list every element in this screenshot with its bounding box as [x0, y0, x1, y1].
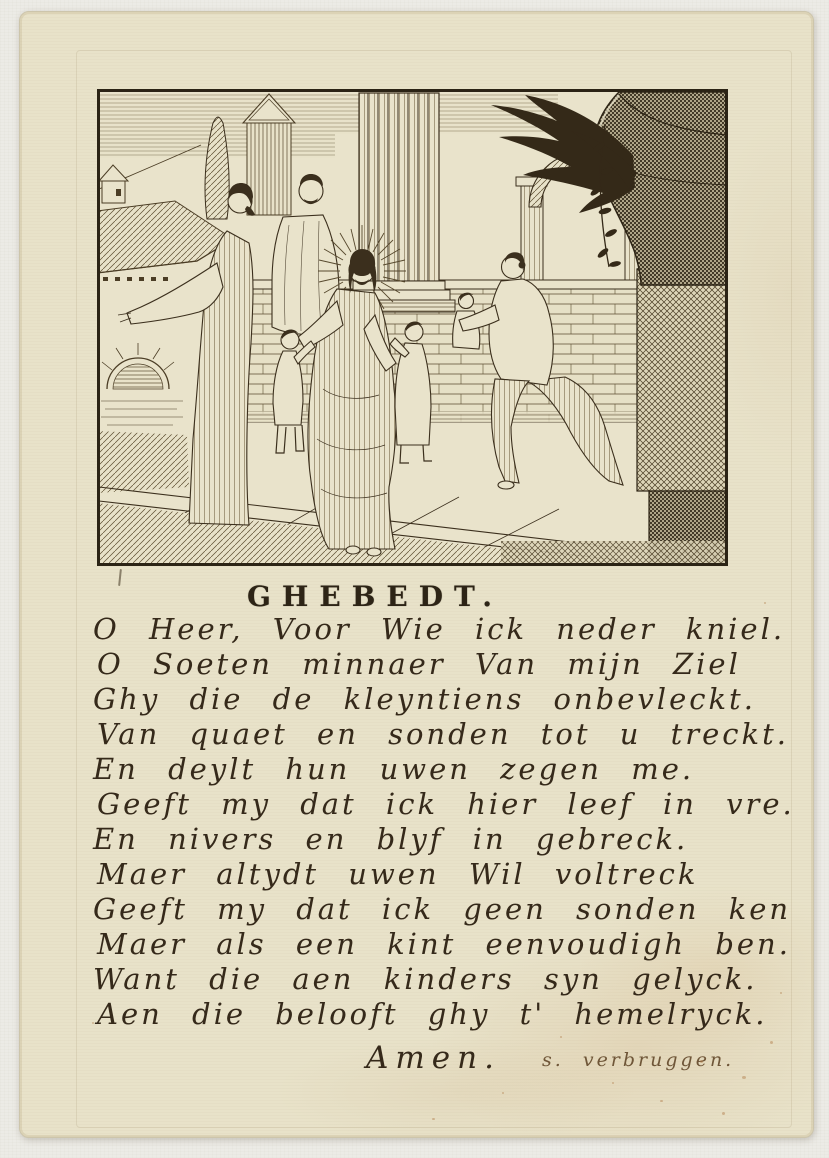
poem-line: Van quaet en sonden tot u treckt. — [97, 717, 789, 751]
poem-line: En nivers en blyf in gebreck. — [93, 822, 689, 856]
poem-line: O Soeten minnaer Van mijn Ziel — [97, 647, 741, 681]
poem-line: Aen die belooft ghy t' hemelryck. — [97, 997, 768, 1031]
closing-word: Amen. — [366, 1040, 501, 1076]
poem-line: Want die aen kinders syn gelyck. — [93, 962, 758, 996]
prayer-text — [93, 612, 795, 1032]
print-title: GHEBEDT. — [247, 580, 503, 613]
poem-line: Maer altydt uwen Wil voltreck — [97, 857, 699, 891]
ground-shadow — [97, 431, 189, 493]
poem-line: Maer als een kint eenvoudigh ben. — [97, 927, 791, 961]
poem-line: Ghy die de kleyntiens onbevleckt. — [93, 682, 756, 716]
poem-line: En deylt hun uwen zegen me. — [93, 752, 695, 786]
poem-line: O Heer, Voor Wie ick neder kniel. — [93, 612, 786, 646]
poem-line: Geeft my dat ick geen sonden ken — [93, 892, 792, 926]
engraver-signature: s. verbruggen. — [542, 1049, 735, 1071]
poem-line: Geeft my dat ick hier leef in vre. — [97, 787, 795, 821]
engraving-illustration — [97, 89, 728, 566]
